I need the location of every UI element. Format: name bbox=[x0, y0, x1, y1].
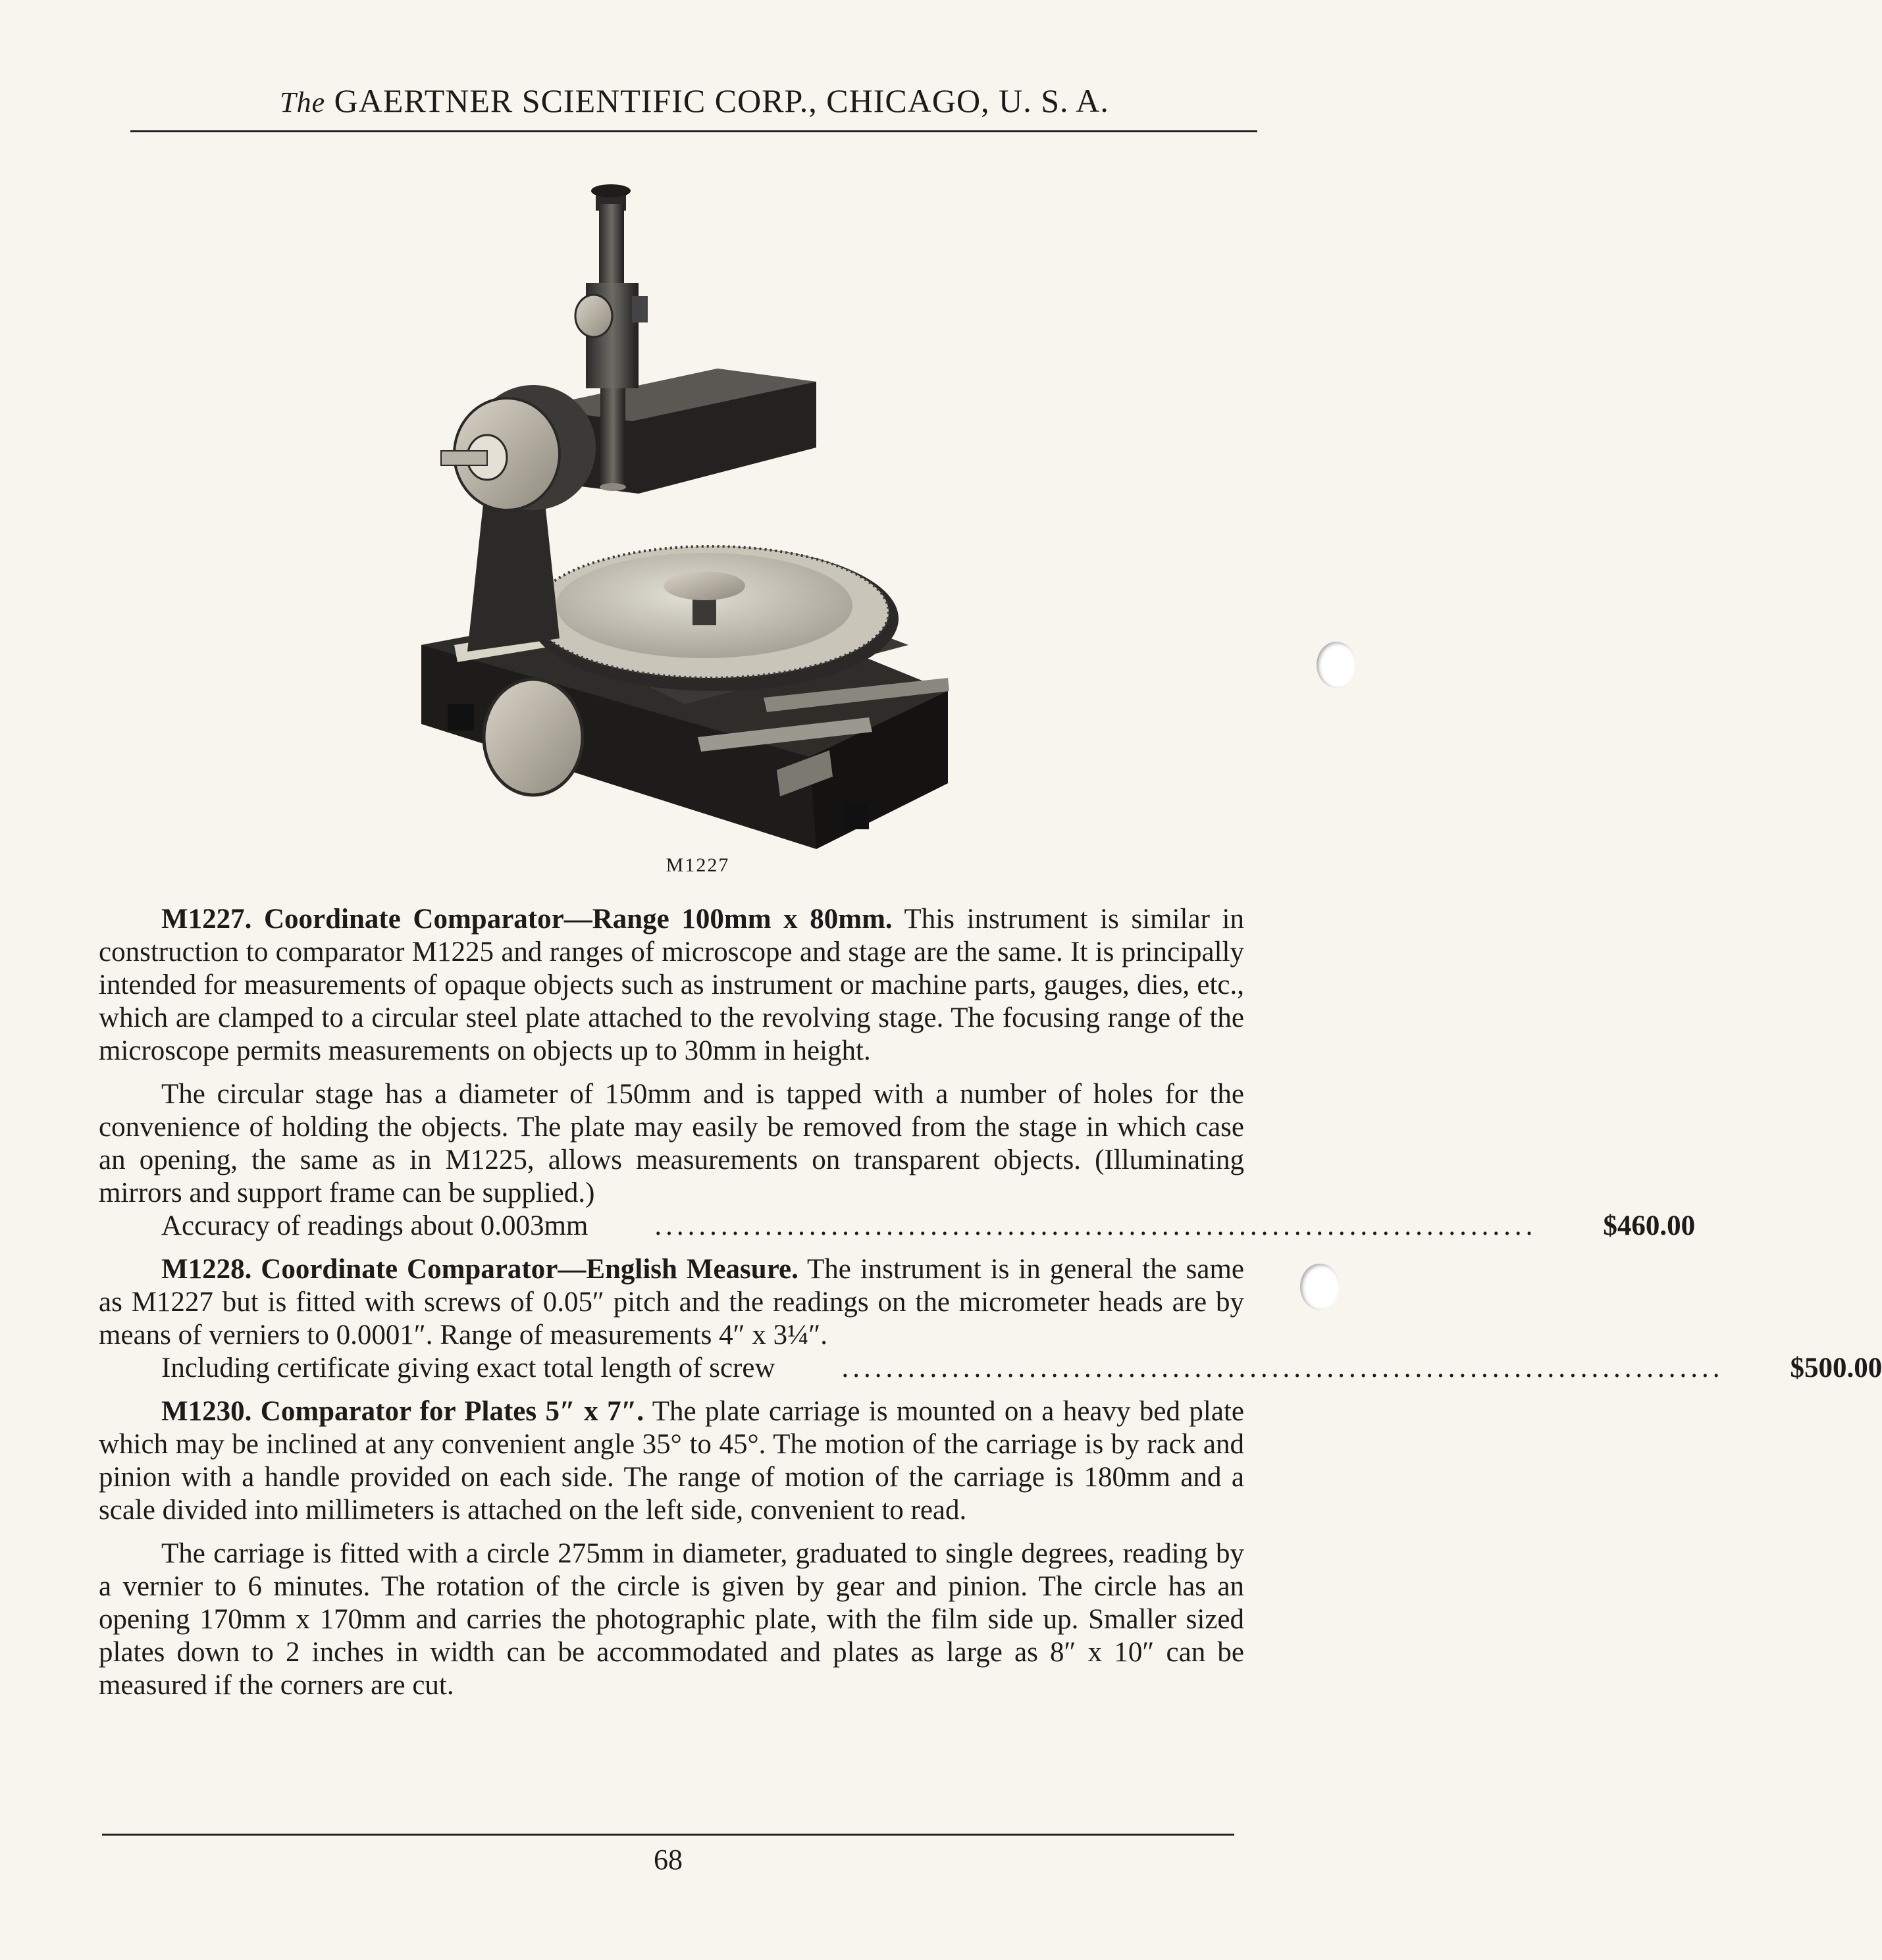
paragraph-m1230-circle bbox=[99, 1537, 1244, 1702]
text-m1230: The plate carriage is mounted on a heavy bed plate which may be inclined at any convenient angle 35° to 45°. The motion of the carriage is by rack and pinion with a handle provided on each side. The range of motion of the carriage is 180mm and a scale divided into millimeters is attached on the left side, convenient to read. bbox=[99, 1396, 1244, 1526]
paragraph-m1227-stage bbox=[99, 1078, 1696, 1243]
footer-rule bbox=[102, 1834, 1234, 1836]
text-m1227-stage: The circular stage has a diameter of 150mm and is tapped with a number of holes for the convenience of holding the objects. The plate may easily be removed from the stage in which case an opening, the same as in M1225, allows measurements on transparent objects. (Illuminating mirrors and support frame can be supplied.) bbox=[99, 1079, 1244, 1208]
binder-hole-icon bbox=[1300, 1264, 1340, 1310]
text-m1228: The instrument is in general the same as M1227 but is fitted with screws of 0.05″ pitch and the readings on the micrometer heads are by means of verniers to 0.0001″. Range of measurements 4″ x 3¼″. bbox=[99, 1254, 1244, 1351]
paragraph-m1227 bbox=[99, 903, 1244, 1068]
price-m1228: $500.00 bbox=[1790, 1353, 1882, 1383]
comparator-illustration bbox=[408, 191, 961, 856]
body-text bbox=[99, 903, 1882, 1713]
certificate-line: Including certificate giving exact total length of screw bbox=[161, 1353, 775, 1383]
header-rule bbox=[130, 130, 1257, 132]
running-head-the: The bbox=[280, 86, 326, 118]
running-head bbox=[132, 84, 1257, 117]
leader-dots: ................................................................................ bbox=[841, 1353, 1724, 1383]
paragraph-m1230 bbox=[99, 1395, 1244, 1527]
price-line-m1227 bbox=[99, 1210, 1696, 1243]
price-line-m1228 bbox=[99, 1352, 1882, 1385]
accuracy-line: Accuracy of readings about 0.003mm bbox=[161, 1210, 588, 1241]
heading-m1228: M1228. Coordinate Comparator—English Measure. bbox=[161, 1254, 798, 1285]
price-m1227: $460.00 bbox=[1603, 1210, 1696, 1241]
text-m1227: This instrument is similar in construction to comparator M1225 and ranges of microscope and stage are the same. It is principally intended for measurements of opaque objects such as instrument or machine parts, gauges, dies, etc., which are clamped to a circular steel plate attached to the revolving stage. The focusing range of the microscope permits measurements on objects up to 30mm in height. bbox=[99, 904, 1244, 1066]
figure-caption: M1227 bbox=[666, 854, 730, 876]
page-number: 68 bbox=[654, 1844, 683, 1876]
leader-dots: ................................................................................ bbox=[654, 1210, 1537, 1241]
binder-hole-icon bbox=[1317, 642, 1356, 688]
paragraph-m1228 bbox=[99, 1253, 1882, 1385]
heading-m1230: M1230. Comparator for Plates 5″ x 7″. bbox=[161, 1396, 644, 1427]
comparator-icon bbox=[408, 191, 961, 856]
heading-m1227: M1227. Coordinate Comparator—Range 100mm x 80mm. bbox=[161, 904, 893, 935]
text-m1230-circle: The carriage is fitted with a circle 275mm in diameter, graduated to single degrees, reading by a vernier to 6 minutes. The rotation of the circle is given by gear and pinion. The circle has an opening 170mm x 170mm and carries the photographic plate, with the film side up. Smaller sized plates down to 2 inches in width can be accommodated and plates as large as 8″ x 10″ can be measured if the corners are cut. bbox=[99, 1538, 1244, 1701]
running-head-title: GAERTNER SCIENTIFIC CORP., CHICAGO, U. S. A. bbox=[334, 82, 1109, 119]
